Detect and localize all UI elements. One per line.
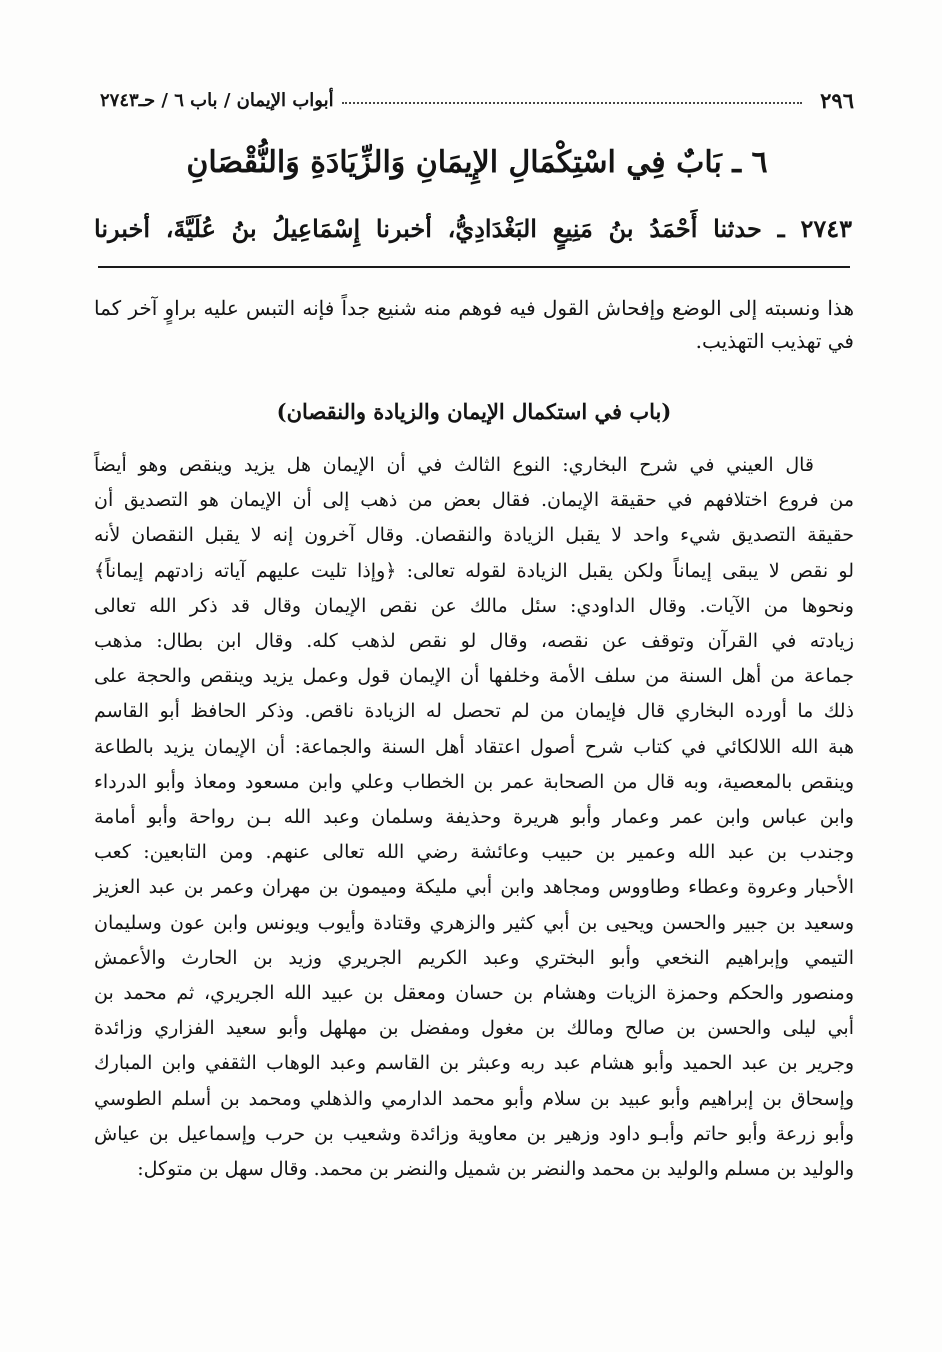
dotted-leader: [342, 102, 803, 104]
commentary-line: ذلك ما أورده البخاري قال فإيمان من لم تحصل له الزيادة ناقص. وذكر الحافظ أبو القاسم: [94, 700, 854, 723]
commentary-line: التيمي وإبراهيم النخعي وأبو البختري وعبد الكريم الجريري وزيد بن الحارث والأعمش: [94, 946, 854, 969]
commentary-line: هبة الله اللالكائي في كتاب شرح أصول اعتقاد أهل السنة والجماعة: أن الإيمان يزيد بالطاعة: [94, 735, 854, 758]
commentary-line: قال العيني في شرح البخاري: النوع الثالث في أن الإيمان هل يزيد وينقص وهو أيضاً: [94, 454, 814, 476]
commentary-line: جماعة من أهل السنة من سلف الأمة وخلفها أن الإيمان قول وعمل يزيد وينقص والحجة على: [94, 665, 854, 688]
commentary-line: من فروع اختلافهم في حقيقة الإيمان. فقال بعض من ذهب إلى أن الإيمان هو التصديق أن: [94, 489, 854, 512]
commentary-line: وابن عباس وابن عمر وعمار وأبو هريرة وحذيفة وسلمان وعبد الله بـن رواحة وأبو أمامة: [94, 806, 854, 829]
commentary-line: وإسحاق بن إبراهيم وأبو عبيد بن سلام وأبو محمد الدارمي والذهلي ومحمد بن أسلم الطوسي: [94, 1087, 854, 1110]
hadith-isnad-line: ٢٧٤٣ ـ حدثنا أَحْمَدُ بنُ مَنِيعٍ البَغْدَادِيُّ، أخبرنا إِسْمَاعِيلُ بنُ عُلَيَّةَ، أخبرنا: [94, 214, 852, 243]
commentary-line: الأحبار وعروة وعطاء وطاووس ومجاهد وابن أبي مليكة وميمون بن مهران وعمر بن عبد العزيز: [94, 876, 854, 899]
running-title: أبواب الإيمان / باب ٦ / حـ٢٧٤٣: [100, 89, 334, 111]
commentary-line: أبي ليلى والحسن بن صالح ومالك بن مغول ومفضل بن مهلهل وأبو سعيد الفزاري وزائدة: [94, 1017, 854, 1040]
text-divider-rule: [98, 266, 850, 268]
commentary-line: وأبو زرعة وأبو حاتم وأبـو داود وزهير بن معاوية وزائدة وشعيب بن حرب وإسماعيل بن عياش: [94, 1122, 854, 1145]
page-number: ٢٩٦: [820, 87, 854, 113]
commentary-line: وجندب بن عبد الله وعمير بن حبيب وعائشة رضي الله تعالى عنهم. ومن التابعين: كعب: [94, 841, 854, 864]
commentary-line: ومنصور والحكم وحمزة الزيات وهشام بن حسان ومعقل بن عبيد الله الجريري، ثم محمد بن: [94, 982, 854, 1005]
commentary-line: ونحوها من الآيات. وقال الداودي: سئل مالك عن نقص الإيمان وقال قد ذكر الله تعالى: [94, 594, 854, 617]
footnote-line: في تهذيب التهذيب.: [695, 329, 854, 353]
footnote-line: هذا ونسبته إلى الوضع وإفحاش القول فيه فوهم منه شنيع جداً فإنه التبس عليه براوٍ آخر كما: [94, 296, 854, 320]
running-header: [100, 80, 854, 120]
commentary-heading: (باب في استكمال الإيمان والزيادة والنقصان): [276, 399, 672, 424]
commentary-line: حقيقة التصديق شيء واحد لا يقبل الزيادة والنقصان. وقال آخرون إنه لا يقبل النقصان لأنه: [94, 524, 854, 547]
commentary-line: وجرير بن عبد الحميد وأبو هشام عبد ربه وعبثر بن القاسم وعبد الوهاب الثقفي وابن المبارك: [94, 1052, 854, 1075]
commentary-line: والوليد بن مسلم والوليد بن محمد والنضر بن شميل والنضر بن محمد. وقال سهل بن متوكل:: [137, 1158, 854, 1181]
commentary-line: وينقص بالمعصية، وبه قال من الصحابة عمر بن الخطاب وعلي وابن مسعود ومعاذ وأبو الدرداء: [94, 770, 854, 793]
chapter-heading: ٦ ـ بَابٌ فِي اسْتِكْمَالِ الإِيمَانِ وَالزِّيَادَةِ وَالنُّقْصَانِ: [186, 145, 768, 180]
commentary-body: [94, 448, 854, 1187]
commentary-line: لو نقص لا يبقى إيماناً ولكن يقبل الزيادة لقوله تعالى: ﴿وإذا تليت عليهم آياته زادتهم إيماناً﴾: [94, 559, 854, 582]
commentary-line: وسعيد بن جبير والحسن ويحيى بن أبي كثير والزهري وقتادة وأيوب ويونس وابن عون وسليمان: [94, 911, 854, 934]
footnote-block: [94, 292, 854, 358]
commentary-line: زيادته في القرآن وتوقف عن نقصه، وقال لو نقص لذهب كله. وقال ابن بطال: مذهب: [94, 630, 854, 653]
